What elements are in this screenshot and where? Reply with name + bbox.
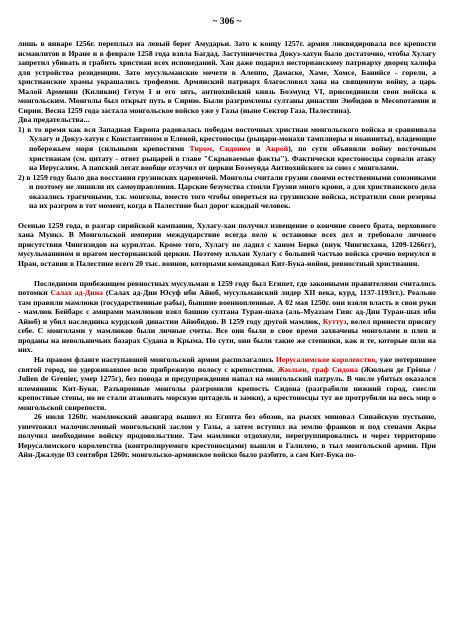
text-run: На правом фланге наступавшей монгольской армии располагались — [34, 354, 276, 364]
paragraph-5 — [18, 412, 436, 460]
highlighted-term: Жюльен, граф Сидона — [277, 364, 358, 374]
text-run: и — [250, 144, 266, 154]
highlighted-term: Иерусалимское королевство — [275, 354, 376, 364]
text-run: лишь в январе 1256г. переплыл на левый берег Амударьи. Зато к концу 1257г. армия ликвидировала все крепости исмаилитов в Иране и в феврале 1258 года взяла Багдад. Заступничества Докуз-хатун было достаточно, чтобы Хулагу запретил убивать и грабить христиан всех исповеданий. Хан даже подарил несторианскому патриарху дворец халифа для устройства резиденции. Зато мусульманские мечети в Алеппо, Дамаске, Хаме, Хомсе, Банийсе - горели, а христианские храмы украшались трофеями. Армянский патриарх благословил хана на священную войну, а царь Малой Армении (Киликии) Гетум I и его зять, антиохийский князь Боэмунд VI, присоединили свои войска к монгольским. Монголы был открыт путь в Сирию. Были разгромлены султаны династии Эюбидов в Месопотамии и Сирии. Весна 1259 года застала монгольское войско уже у Газы (ныне Сектор Газа, Палестина). — [18, 39, 436, 115]
page-number: ~ 306 ~ — [212, 17, 242, 27]
text-run: , уже потерявшее святой город, но удерживавшее всю прибрежную полосу с крепостями. — [18, 354, 436, 374]
highlighted-term: Куттуз — [322, 316, 347, 326]
text-run: , — [212, 144, 220, 154]
text-run: 1) в то время как вся Западная Европа радовалась победам восточных христиан монгольского войска и сравнивала Хулагу и Докуз-хатун с Константином и Еленой, крестоносцы (рыцари-монахи тамплиеры и иоанниты), владеющие побережьем моря (сильными крепостями — [18, 124, 436, 154]
paragraph-1 — [18, 39, 436, 115]
highlighted-term: Тиром — [189, 144, 213, 154]
highlighted-term: Акрой — [265, 144, 289, 154]
text-run: Последними прибежищем ревностных мусульман в 1259 году был Египет, где законными правителями считались потомки — [18, 278, 436, 298]
section-heading: Два предательства... — [18, 115, 90, 125]
list-item-1 — [18, 125, 436, 173]
paragraph-4 — [18, 355, 436, 412]
text-run: (Салах ад-Дин Юсуф ибн Айюб, мусульманский лидер XII века, курд, 1137-1193гг.). Реально там правили мамлюки (государственные рабы), бывшие военнопленные. А 02 мая 1250г. они взяли власть в свои руки - мамлюк Бейбарс с амирами мамлюков взял башню султана Туран-шаха (аль-Муаззам Гияс ад-Дин Туран-шах ибн Айюб) и убил наследника курдской династии Айюбидов. В 1259 году другой мамлюк, — [18, 288, 436, 326]
paragraph-2 — [18, 221, 436, 269]
highlighted-term: Сидоном — [219, 144, 251, 154]
text-run: 26 июля 1260г. мамлюкский авангард вышел из Египта без обозов, на рысях миновал Синайскую пустыню, уничтожил малочисленный монгольский заслон у Газы, а затем вступил на землю франков и под стенами Акры получил необходимое войску продовольствие. Там мамлюки отдохнули, перегруппировались и через территорию Иерусалимского королевства (контролируемого крестоносцами) вышли в Галилею, в тыл монгольской армии. При Айн-Джалуде 03 сентября 1260г. монгольско-армянское войско было разбито, а сам Кит-Бука по- — [18, 412, 436, 460]
text-run: (Жюльен де Грёнье / Julien de Grenier, умер 1275г), без повода и предупреждения напал на монгольский патруль. В числе убитых оказался племянник Кит-Буки. Разъяренные монголы разгромили крепость Сидона (разграбили нижний город, снесли крепостные стены, но не стали атаковать морскую цитадель и замки), а крестоносцы тут же протрубили на весь мир о монгольской свирепости. — [18, 364, 436, 412]
text-run: 2) в 1259 году было два восстания грузинских царевичей. Монголы считали грузин своими естественными союзниками и поэтому не лишили их самоуправления. Царские безумства стоили Грузии много крови, а для христианского дела оказались трагичными, т.к. монголы, вместо того чтобы опереться на грузинские войска, истратили свои резервы на их разгром в тот момент, когда в Палестине был дорог каждый человек. — [18, 172, 436, 211]
text-run: Осенью 1259 года, в разгар сирийской кампании, Хулагу-хан получил извещение о кончине своего брата, верховного хана Мункэ. В Монгольской империи междуцарствие всегда вело к остановке всех дел и требовало личного присутствия Чингизидов на курилтае. Кроме того, Хулагу не ладил с ханом Берке (внук Чингисхана, 1209-1266гг), мусульманином и врагом несторианской церкви. Поэтому ильхан Хулагу с большей частью войска срочно вернулся в Иран, оставив в Палестине всего 20 тыс. воинов, которыми командовал Кит-Бука-нойон, ревностный христианин. — [18, 220, 436, 269]
text-run: , велел принести присягу себе. С монголами у мамлюков были личные счеты. Все они были в свое время захвачены монголами в плен и проданы на невольничьих базарах Судана и Крыма. По сути, они были такие же степняки, как и те, которые шли на них. — [18, 316, 436, 355]
highlighted-term: Салах ад-Дина — [50, 288, 104, 298]
paragraph-3 — [18, 279, 436, 355]
list-item-2 — [18, 173, 436, 211]
text-run: ), по сути объявили войну восточным христианам (см. цитату - ответ рыцарей в главе "Скрываемые факты"). Фактически крестоносцы сорвали атаку на Иерусалим. А папский легат вообще отлучил от церкви Боэмунда Антиохийского за союз с монголами. — [29, 144, 436, 173]
